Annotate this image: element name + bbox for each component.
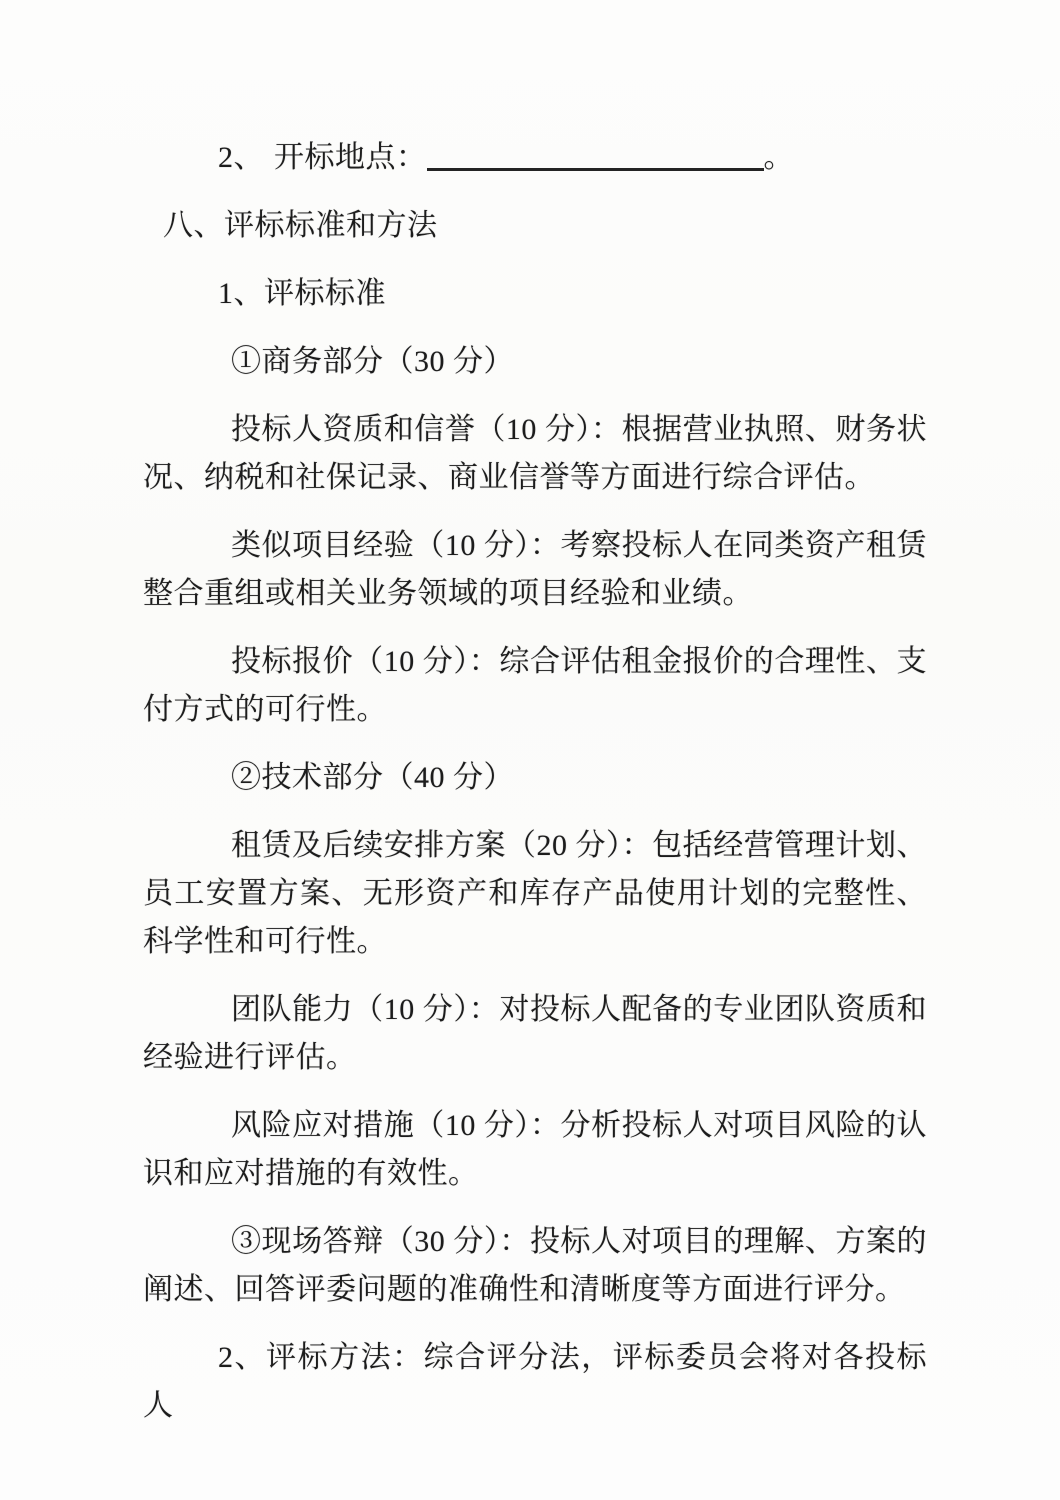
- bid-opening-location-label: 开标地点：: [274, 141, 427, 174]
- para-risk-response-measures-10pts: 风险应对措施（10 分）：分析投标人对项目风险的认识和应对措施的有效性。: [143, 1109, 927, 1190]
- item-evaluation-criteria-heading: 1、评标标准: [218, 277, 386, 310]
- para-bid-price-10pts: 投标报价（10 分）：综合评估租金报价的合理性、支付方式的可行性。: [143, 645, 927, 726]
- para-leasing-followup-plan-20pts: 租赁及后续安排方案（20 分）：包括经营管理计划、员工安置方案、无形资产和库存产品使用计划的完整性、科学性和可行性。: [143, 829, 927, 958]
- part-heading-technical-40pts: ②技术部分（40 分）: [231, 761, 514, 794]
- para-bidder-qualification-credit-10pts: 投标人资质和信誉（10 分）：根据营业执照、财务状况、纳税和社保记录、商业信誉等方面进行综合评估。: [143, 413, 927, 494]
- part-heading-business-30pts: ①商务部分（30 分）: [231, 345, 514, 378]
- sentence-period: 。: [763, 141, 794, 174]
- item-evaluation-method: 2、评标方法：综合评分法，评标委员会将对各投标人: [143, 1341, 927, 1422]
- para-onsite-defense-30pts: ③现场答辩（30 分）：投标人对项目的理解、方案的阐述、回答评委问题的准确性和清晰度等方面进行评分。: [143, 1225, 927, 1306]
- bid-opening-location-item: [143, 134, 927, 182]
- para-team-capability-10pts: 团队能力（10 分）：对投标人配备的专业团队资质和经验进行评估。: [143, 993, 927, 1074]
- para-similar-project-experience-10pts: 类似项目经验（10 分）：考察投标人在同类资产租赁整合重组或相关业务领域的项目经验和业绩。: [143, 529, 927, 610]
- item-number: 2、: [218, 141, 264, 174]
- section-heading-evaluation-criteria-and-methods: 八、评标标准和方法: [163, 209, 438, 242]
- fill-in-blank-underline: [427, 168, 764, 171]
